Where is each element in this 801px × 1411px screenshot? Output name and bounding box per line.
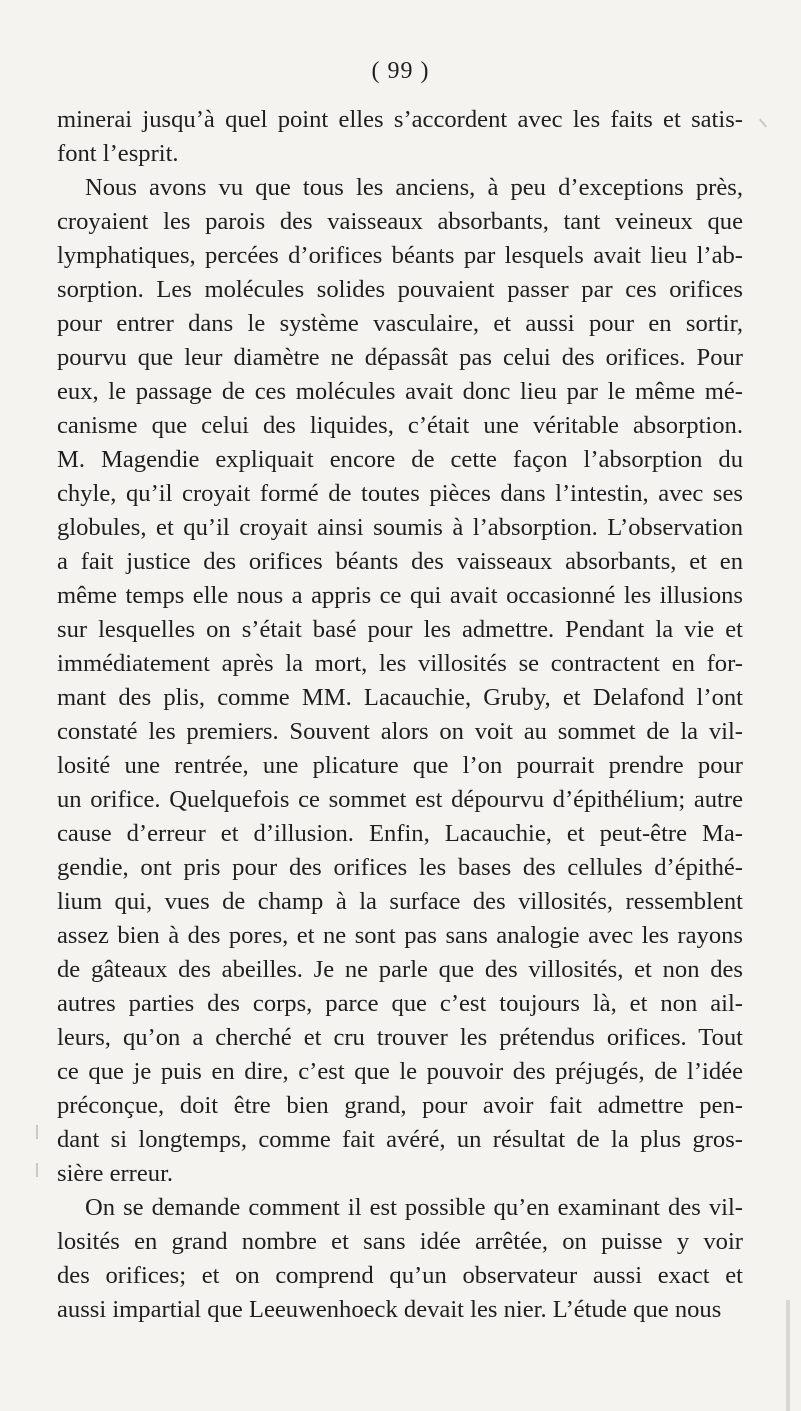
text-line: sorption. Les molécules solides pouvaient passer par ces orifices [57, 276, 743, 303]
text-line: leurs, qu’on a cherché et cru trouver les prétendus orifices. Tout [57, 1024, 743, 1051]
text-line: losités en grand nombre et sans idée arrêtée, on puisse y voir [57, 1228, 743, 1255]
text-line: préconçue, doit être bien grand, pour avoir fait admettre pen- [57, 1092, 743, 1119]
text-line: mant des plis, comme MM. Lacauchie, Gruby, et Delafond l’ont [57, 684, 743, 711]
text-line: cause d’erreur et d’illusion. Enfin, Lacauchie, et peut-être Ma- [57, 820, 743, 847]
text-line: eux, le passage de ces molécules avait donc lieu par le même mé- [57, 378, 743, 405]
text-line: a fait justice des orifices béants des vaisseaux absorbants, et en [57, 548, 743, 575]
text-line: font l’esprit. [57, 140, 179, 167]
text-line: sière erreur. [57, 1160, 174, 1187]
text-line: constaté les premiers. Souvent alors on voit au sommet de la vil- [57, 718, 743, 745]
text-line: des orifices; et on comprend qu’un observateur aussi exact et [57, 1262, 743, 1289]
text-line: ce que je puis en dire, c’est que le pouvoir des préjugés, de l’idée [57, 1058, 743, 1085]
text-line: losité une rentrée, une plicature que l’on pourrait prendre pour [57, 752, 743, 779]
text-line: chyle, qu’il croyait formé de toutes pièces dans l’intestin, avec ses [57, 480, 743, 507]
text-line: globules, et qu’il croyait ainsi soumis à l’absorption. L’observation [57, 514, 743, 541]
text-line: Nous avons vu que tous les anciens, à peu d’exceptions près, [85, 174, 743, 201]
text-line: lium qui, vues de champ à la surface des villosités, ressemblent [57, 888, 743, 915]
text-line: immédiatement après la mort, les villosités se contractent en for- [57, 650, 743, 677]
text-line: autres parties des corps, parce que c’est toujours là, et non ail- [57, 990, 743, 1017]
body-text [57, 103, 743, 1327]
text-line: canisme que celui des liquides, c’était une véritable absorption. [57, 412, 743, 439]
text-line: minerai jusqu’à quel point elles s’accordent avec les faits et satis- [57, 106, 743, 133]
page-number: ( 99 ) [371, 58, 430, 84]
text-line: pour entrer dans le système vasculaire, et aussi pour en sortir, [57, 310, 743, 337]
text-line: gendie, ont pris pour des orifices les bases des cellules d’épithé- [57, 854, 743, 881]
text-line: dant si longtemps, comme fait avéré, un résultat de la plus gros- [57, 1126, 743, 1153]
text-line: même temps elle nous a appris ce qui avait occasionné les illusions [57, 582, 743, 609]
text-line: de gâteaux des abeilles. Je ne parle que des villosités, et non des [57, 956, 743, 983]
margin-mark [759, 119, 767, 128]
text-line: aussi impartial que Leeuwenhoeck devait les nier. L’étude que nous [57, 1296, 722, 1323]
margin-mark [786, 1300, 790, 1411]
text-line: M. Magendie expliquait encore de cette façon l’absorption du [57, 446, 743, 473]
text-line: croyaient les parois des vaisseaux absorbants, tant veineux que [57, 208, 743, 235]
text-line: pourvu que leur diamètre ne dépassât pas celui des orifices. Pour [57, 344, 743, 371]
margin-mark [36, 1125, 38, 1139]
text-line: assez bien à des pores, et ne sont pas sans analogie avec les rayons [57, 922, 743, 949]
margin-mark [36, 1163, 38, 1177]
text-line: sur lesquelles on s’était basé pour les admettre. Pendant la vie et [57, 616, 743, 643]
text-line: un orifice. Quelquefois ce sommet est dépourvu d’épithélium; autre [57, 786, 743, 813]
text-line: On se demande comment il est possible qu’en examinant des vil- [85, 1194, 743, 1221]
text-line: lymphatiques, percées d’orifices béants par lesquels avait lieu l’ab- [57, 242, 743, 269]
